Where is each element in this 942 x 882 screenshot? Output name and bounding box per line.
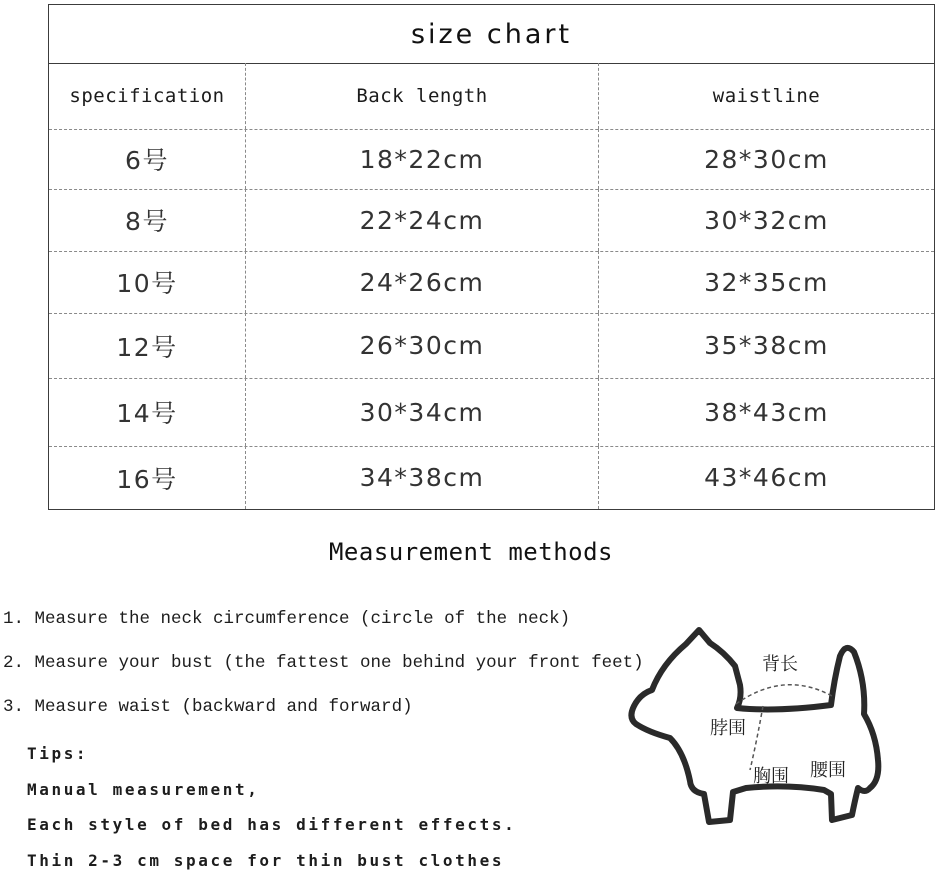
back-length-cell: 26*30cm (246, 313, 599, 378)
dog-outline-icon (626, 622, 896, 832)
back-length-cell: 22*24cm (246, 189, 599, 251)
measurement-step: 3. Measure waist (backward and forward) (3, 692, 644, 736)
table-row (49, 313, 934, 379)
tips-line: Manual measurement, (27, 776, 516, 812)
size-chart-grid (49, 63, 934, 509)
back-length-cell: 30*34cm (246, 378, 599, 446)
header-waistline: waistline (599, 63, 934, 129)
waistline-cell: 32*35cm (599, 251, 934, 313)
waist-label: 腰围 (810, 756, 846, 782)
measurement-steps-list (3, 604, 644, 736)
tips-block (27, 740, 516, 882)
size-cell: 6号 (49, 129, 246, 189)
dog-measurement-diagram (626, 622, 896, 832)
header-back-length: Back length (246, 63, 599, 129)
measurement-methods-title: Measurement methods (0, 538, 942, 566)
back-length-cell: 24*26cm (246, 251, 599, 313)
size-cell: 8号 (49, 189, 246, 251)
size-cell: 14号 (49, 378, 246, 446)
size-cell: 16号 (49, 446, 246, 509)
table-row (49, 446, 934, 509)
waistline-cell: 35*38cm (599, 313, 934, 378)
tips-line: Each style of bed has different effects. (27, 811, 516, 847)
table-header-row (49, 63, 934, 130)
back-length-label: 背长 (762, 650, 798, 676)
size-cell: 10号 (49, 251, 246, 313)
header-specification: specification (49, 63, 246, 129)
size-cell: 12号 (49, 313, 246, 378)
tips-heading: Tips: (27, 740, 516, 776)
table-row (49, 251, 934, 314)
neck-label: 脖围 (710, 714, 746, 740)
waistline-cell: 28*30cm (599, 129, 934, 189)
measurement-step: 1. Measure the neck circumference (circle of the neck) (3, 604, 644, 648)
table-row (49, 378, 934, 447)
size-chart-table (48, 4, 935, 510)
table-row (49, 189, 934, 252)
waistline-cell: 38*43cm (599, 378, 934, 446)
measurement-step: 2. Measure your bust (the fattest one behind your front feet) (3, 648, 644, 692)
table-row (49, 129, 934, 190)
bust-label: 胸围 (753, 762, 789, 788)
back-length-cell: 18*22cm (246, 129, 599, 189)
size-chart-title: size chart (49, 5, 934, 64)
waistline-cell: 30*32cm (599, 189, 934, 251)
waistline-cell: 43*46cm (599, 446, 934, 509)
back-length-cell: 34*38cm (246, 446, 599, 509)
tips-line: Thin 2-3 cm space for thin bust clothes (27, 847, 516, 882)
